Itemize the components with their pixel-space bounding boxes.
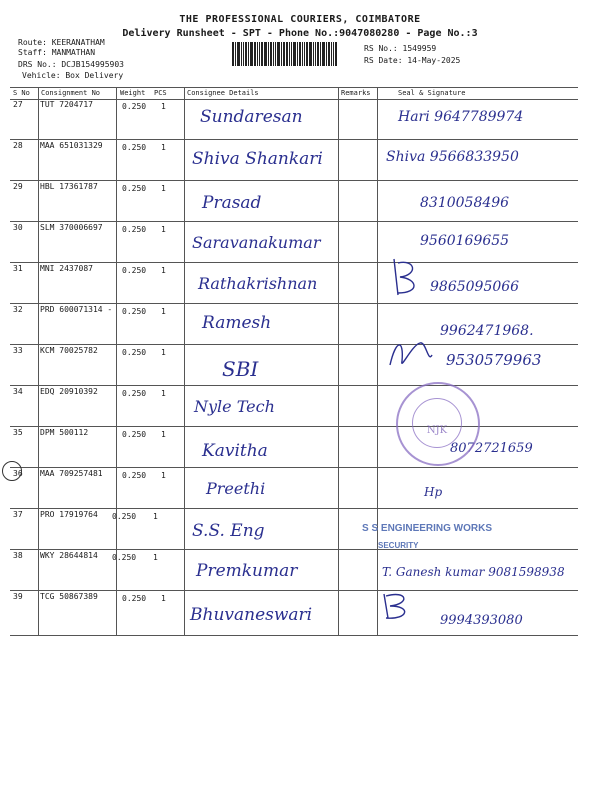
header-consignment: Consignment No	[41, 89, 101, 97]
barcode-bar	[250, 42, 253, 66]
barcode-bar	[275, 42, 276, 66]
signature-scribble-33	[386, 335, 436, 375]
company-name: THE PROFESSIONAL COURIERS, COIMBATORE	[179, 14, 421, 25]
row-consignee-handwriting: Nyle Tech	[194, 397, 275, 416]
barcode-bar	[264, 42, 267, 66]
barcode	[232, 42, 354, 66]
row-pcs: 1	[161, 225, 166, 234]
barcode-bar	[243, 42, 244, 66]
row-seal-handwriting: Hp	[424, 485, 443, 499]
row-weight: 0.250	[122, 184, 147, 193]
barcode-bar	[270, 42, 272, 66]
row-consignee-handwriting: Premkumar	[196, 561, 298, 581]
row-weight: 0.250	[122, 102, 147, 111]
barcode-bar	[248, 42, 249, 66]
barcode-bar	[322, 42, 325, 66]
barcode-bar	[293, 42, 296, 66]
row-consignee-handwriting: Bhuvaneswari	[190, 605, 313, 625]
row-consignment: KCM 70025782	[40, 346, 98, 355]
row-seal-handwriting: Hari 9647789974	[398, 109, 524, 125]
barcode-bar	[259, 42, 260, 66]
header-remarks: Remarks	[341, 89, 371, 97]
row-pcs: 1	[161, 266, 166, 275]
route-label: Route: KEERANATHAM	[18, 38, 105, 47]
barcode-bar	[299, 42, 301, 66]
row-sno: 35	[13, 428, 23, 437]
barcode-bar	[286, 42, 288, 66]
row-seal-handwriting: 8310058496	[420, 195, 510, 211]
rs-number: RS No.: 1549959	[364, 44, 437, 53]
row-weight: 0.250	[122, 471, 147, 480]
barcode-bar	[254, 42, 256, 66]
row-pcs: 1	[161, 389, 166, 398]
runsheet-table	[10, 87, 578, 635]
barcode-bar	[328, 42, 330, 66]
row-consignee-handwriting: Ramesh	[202, 313, 272, 333]
header-weight: Weight	[120, 89, 146, 97]
row-pcs: 1	[161, 143, 166, 152]
seal-inner-ring	[412, 398, 462, 448]
row-consignment: EDQ 20910392	[40, 387, 98, 396]
row-weight: 0.250	[122, 430, 147, 439]
barcode-bar	[232, 42, 234, 66]
barcode-bar	[289, 42, 290, 66]
row-weight: 0.250	[122, 594, 147, 603]
row-consignee-handwriting: SBI	[222, 357, 259, 381]
row-sno: 39	[13, 592, 23, 601]
barcode-bar	[302, 42, 303, 66]
barcode-bar	[237, 42, 240, 66]
row-pcs: 1	[161, 307, 166, 316]
signature-scribble-39	[378, 588, 428, 624]
barcode-bar	[283, 42, 285, 66]
row-weight: 0.250	[122, 307, 147, 316]
row-pcs: 1	[161, 430, 166, 439]
header-seal-signature: Seal & Signature	[398, 89, 466, 97]
row-consignment: MNI 2437087	[40, 264, 93, 273]
row-consignee-handwriting: Preethi	[206, 479, 266, 498]
row-consignment: TCG 50867389	[40, 592, 98, 601]
barcode-bar	[326, 42, 327, 66]
barcode-bar	[273, 42, 274, 66]
row-pcs: 1	[153, 553, 158, 562]
row-pcs: 1	[153, 512, 158, 521]
barcode-bar	[257, 42, 258, 66]
barcode-bar	[277, 42, 280, 66]
row-weight: 0.250	[112, 512, 137, 521]
row-36-circle-mark	[2, 461, 22, 481]
header-pcs: PCS	[154, 89, 167, 97]
row-weight: 0.250	[122, 389, 147, 398]
row-sno: 29	[13, 182, 23, 191]
barcode-bar	[335, 42, 337, 66]
row-consignment: MAA 709257481	[40, 469, 103, 478]
row-weight: 0.250	[122, 348, 147, 357]
row-consignment: WKY 28644814	[40, 551, 98, 560]
row-consignee-handwriting: Kavitha	[202, 441, 268, 461]
row-consignee-handwriting: Shiva Shankari	[192, 149, 323, 169]
barcode-bar	[317, 42, 319, 66]
row-pcs: 1	[161, 471, 166, 480]
row-consignee-handwriting: Prasad	[202, 193, 262, 213]
row-pcs: 1	[161, 102, 166, 111]
row-seal-handwriting: 9530579963	[446, 351, 542, 369]
row-sno: 30	[13, 223, 23, 232]
signature-scribble-31	[388, 255, 424, 299]
row-weight: 0.250	[112, 553, 137, 562]
barcode-bar	[331, 42, 332, 66]
barcode-bar	[333, 42, 334, 66]
barcode-bar	[320, 42, 321, 66]
row-consignment: HBL 17361787	[40, 182, 98, 191]
barcode-bar	[241, 42, 242, 66]
row-consignment: PRO 17919764	[40, 510, 98, 519]
row-seal-handwriting: 9865095066	[430, 279, 520, 295]
drs-number: DRS No.: DCJB154995903	[18, 60, 124, 69]
ss-security-stamp: SECURITY	[378, 541, 419, 550]
row-seal-handwriting: 9560169655	[420, 233, 510, 249]
row-consignee-handwriting: S.S. Eng	[192, 521, 265, 541]
row-sno: 34	[13, 387, 23, 396]
row-seal-handwriting: 8072721659	[450, 441, 533, 456]
row-consignment: DPM 500112	[40, 428, 89, 437]
row-consignment: SLM 370006697	[40, 223, 103, 232]
row-consignment: MAA 651031329	[40, 141, 103, 150]
barcode-bar	[315, 42, 316, 66]
barcode-bar	[297, 42, 298, 66]
barcode-bar	[313, 42, 314, 66]
barcode-bar	[261, 42, 263, 66]
barcode-bar	[245, 42, 247, 66]
row-seal-handwriting: T. Ganesh kumar 9081598938	[382, 565, 565, 579]
row-sno: 27	[13, 100, 23, 109]
barcode-bar	[306, 42, 308, 66]
runsheet-subtitle: Delivery Runsheet - SPT - Phone No.:9047080280 - Page No.:3	[122, 28, 478, 39]
row-sno: 28	[13, 141, 23, 150]
row-pcs: 1	[161, 348, 166, 357]
row-pcs: 1	[161, 594, 166, 603]
staff-label: Staff: MANMATHAN	[18, 48, 96, 57]
header-sno: S No	[13, 89, 30, 97]
row-seal-handwriting: 9962471968.	[440, 323, 534, 339]
row-sno: 31	[13, 264, 23, 273]
header-consignee: Consignee Details	[187, 89, 259, 97]
row-seal-handwriting: Shiva 9566833950	[386, 149, 519, 165]
barcode-bar	[291, 42, 292, 66]
vehicle-label: Vehicle: Box Delivery	[22, 71, 124, 80]
row-consignment: TUT 7204717	[40, 100, 93, 109]
barcode-bar	[281, 42, 282, 66]
row-weight: 0.250	[122, 225, 147, 234]
barcode-bar	[268, 42, 269, 66]
barcode-bar	[304, 42, 305, 66]
row-sno: 37	[13, 510, 23, 519]
row-consignment: PRD 600071314 -	[40, 305, 113, 314]
nyle-tech-seal	[396, 382, 480, 466]
ss-engineering-stamp: S S ENGINEERING WORKS	[362, 523, 493, 534]
row-sno: 38	[13, 551, 23, 560]
row-seal-handwriting: 9994393080	[440, 613, 523, 628]
seal-initials: NJK	[426, 425, 448, 436]
row-sno: 33	[13, 346, 23, 355]
row-weight: 0.250	[122, 266, 147, 275]
rs-date: RS Date: 14-May-2025	[364, 56, 461, 65]
row-sno: 32	[13, 305, 23, 314]
row-pcs: 1	[161, 184, 166, 193]
row-consignee-handwriting: Saravanakumar	[192, 233, 321, 252]
barcode-bar	[309, 42, 312, 66]
row-consignee-handwriting: Rathakrishnan	[198, 274, 318, 293]
barcode-bar	[235, 42, 236, 66]
row-weight: 0.250	[122, 143, 147, 152]
row-sno: 36	[13, 469, 23, 478]
row-consignee-handwriting: Sundaresan	[200, 107, 303, 127]
